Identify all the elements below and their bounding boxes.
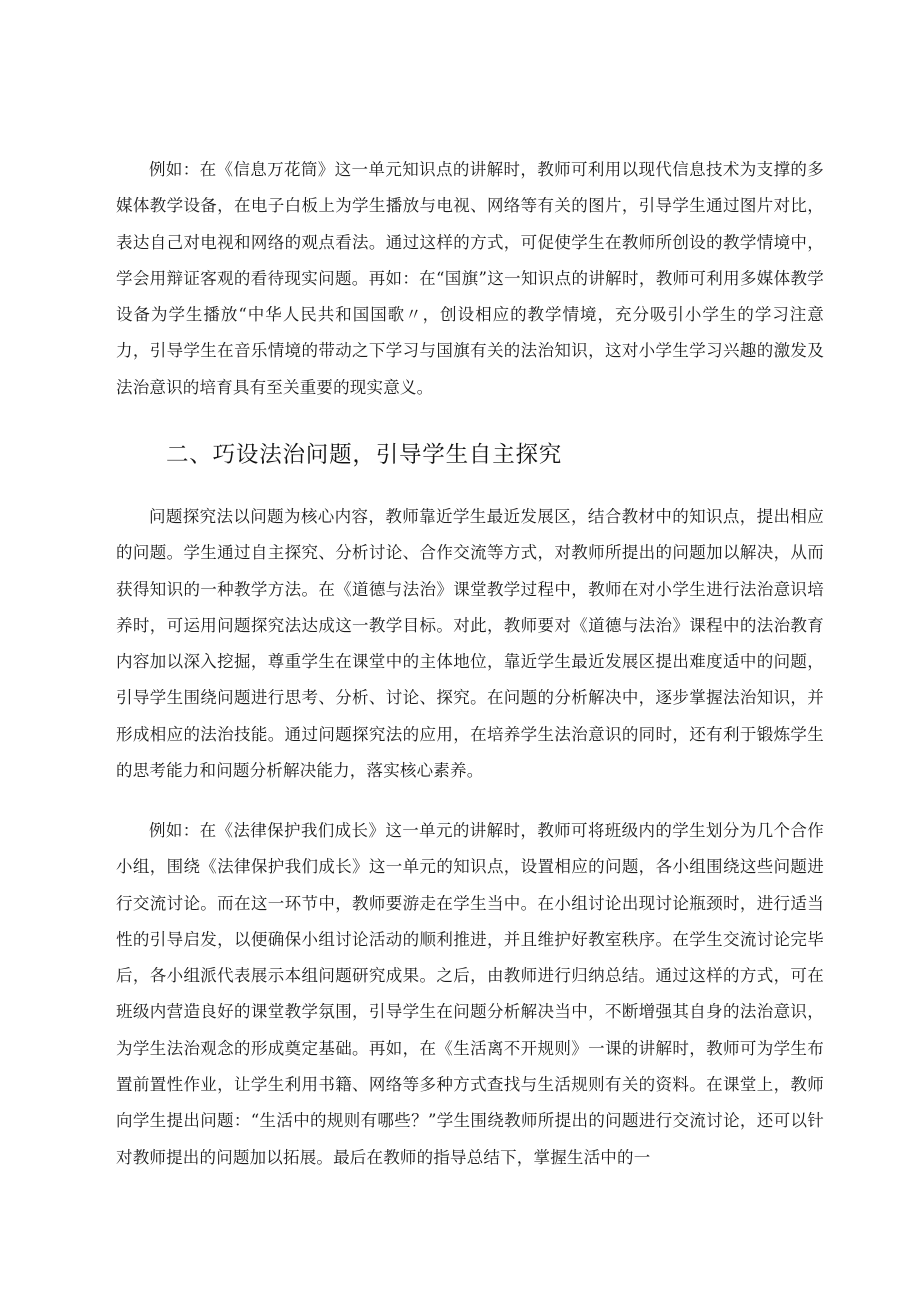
body-paragraph-example-information-kaleidoscope: 例如：在《信息万花筒》这一单元知识点的讲解时，教师可利用以现代信息技术为支撑的多媒体教学设备，在电子白板上为学生播放与电视、网络等有关的图片，引导学生通过图片对比，表达自己对电视和网络的观点看法。通过这样的方式，可促使学生在教师所创设的教学情境中，学会用辩证客观的看待现实问题。再如：在“国旗”这一知识点的讲解时，教师可利用多媒体教学设备为学生播放“中华人民共和国国歌〃，创设相应的教学情境，充分吸引小学生的学习注意力，引导学生在音乐情境的带动之下学习与国旗有关的法治知识，这对小学生学习兴趣的激发及法治意识的培育具有至关重要的现实意义。 bbox=[116, 160, 824, 397]
body-paragraph-problem-inquiry-method: 问题探究法以问题为核心内容，教师靠近学生最近发展区，结合教材中的知识点，提出相应的问题。学生通过自主探究、分析讨论、合作交流等方式，对教师所提出的问题加以解决，从而获得知识的一种教学方法。在《道德与法治》课堂教学过程中，教师在对小学生进行法治意识培养时，可运用问题探究法达成这一教学目标。对此，教师要对《道德与法治》课程中的法治教育内容加以深入挖掘，尊重学生在课堂中的主体地位，靠近学生最近发展区提出难度适中的问题，引导学生围绕问题进行思考、分析、讨论、探究。在问题的分析解决中，逐步掌握法治知识，并形成相应的法治技能。通过问题探究法的应用，在培养学生法治意识的同时，还有利于锻炼学生的思考能力和问题分析解决能力，落实核心素养。 bbox=[116, 507, 824, 781]
section-heading: 二、巧设法治问题，引导学生自主探究 bbox=[166, 442, 563, 468]
body-paragraph-example-law-protects-us: 例如：在《法律保护我们成长》这一单元的讲解时，教师可将班级内的学生划分为几个合作小组，围绕《法律保护我们成长》这一单元的知识点，设置相应的问题，各小组围绕这些问题进行交流讨论。而在这一环节中，教师要游走在学生当中。在小组讨论出现讨论瓶颈时，进行适当性的引导启发，以便确保小组讨论活动的顺利推进，并且维护好教室秩序。在学生交流讨论完毕后，各小组派代表展示本组问题研究成果。之后，由教师进行归纳总结。通过这样的方式，可在班级内营造良好的课堂教学氛围，引导学生在问题分析解决当中，不断增强其自身的法治意识，为学生法治观念的形成奠定基础。再如，在《生活离不开规则》一课的讲解时，教师可为学生布置前置性作业，让学生利用书籍、网络等多种方式查找与生活规则有关的资料。在课堂上，教师向学生提出问题：“生活中的规则有哪些？”学生围绕教师所提出的问题进行交流讨论，还可以针对教师提出的问题加以拓展。最后在教师的指导总结下，掌握生活中的一 bbox=[116, 821, 824, 1167]
